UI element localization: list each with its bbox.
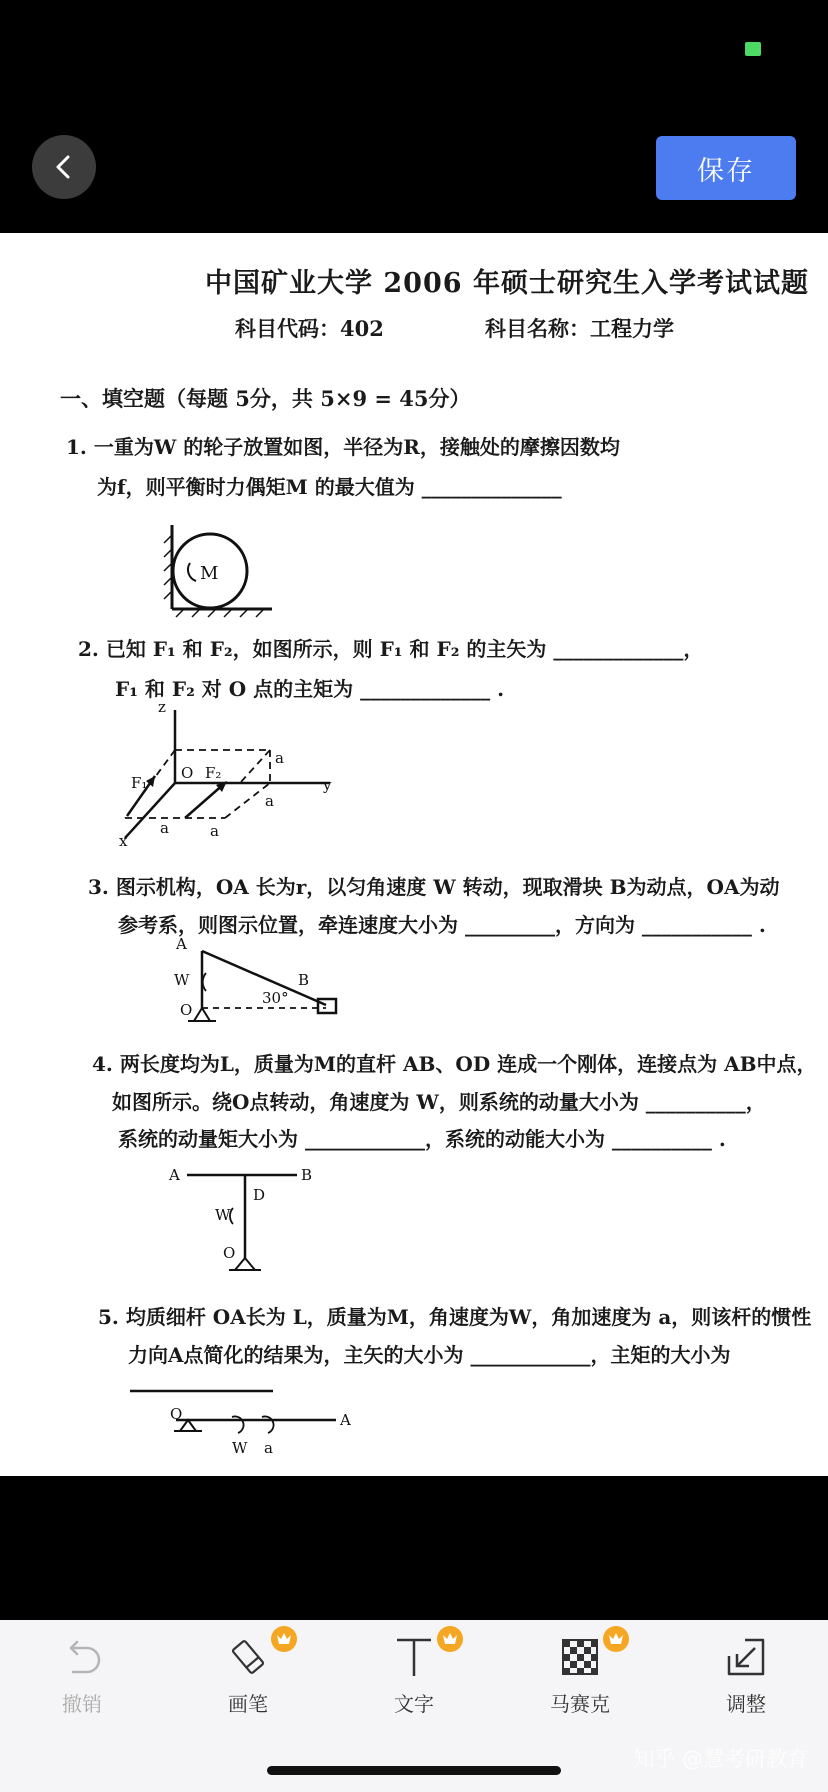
question-3-line-2: 参考系，则图示位置，牵连速度大小为 _________，方向为 ___________ . bbox=[118, 913, 766, 937]
figure-wheel bbox=[160, 523, 290, 623]
premium-crown-icon bbox=[603, 1626, 629, 1652]
mosaic-icon bbox=[557, 1634, 603, 1680]
question-4-line-3: 系统的动量矩大小为 ____________，系统的动能大小为 __________ . bbox=[118, 1127, 726, 1151]
fig3-label-o: O bbox=[180, 1001, 193, 1019]
fig4-label-b: B bbox=[301, 1166, 313, 1184]
fig4-label-o: O bbox=[223, 1244, 236, 1262]
figure-rod bbox=[128, 1383, 358, 1463]
watermark: 知乎 @慧考研教育 bbox=[633, 1747, 808, 1771]
undo-label: 撤销 bbox=[62, 1692, 102, 1716]
question-5-line-2: 力向A点简化的结果为，主矢的大小为 ____________，主矩的大小为 bbox=[128, 1343, 731, 1367]
fig4-label-w: W bbox=[215, 1206, 231, 1224]
question-1-line-2: 为f，则平衡时力偶矩M 的最大值为 ______________ bbox=[97, 475, 562, 499]
fig2-label-f2: F₂ bbox=[205, 764, 222, 782]
fig2-label-a3: a bbox=[160, 819, 169, 837]
fig2-label-a1: a bbox=[275, 749, 284, 767]
fig2-label-y: y bbox=[323, 776, 332, 794]
figure-t-body bbox=[165, 1158, 335, 1278]
fig3-label-b: B bbox=[298, 971, 310, 989]
figure-force-cube bbox=[115, 698, 345, 848]
pen-icon bbox=[225, 1634, 271, 1680]
fig3-label-w: W bbox=[174, 971, 190, 989]
home-indicator bbox=[267, 1766, 561, 1775]
fig4-label-a: A bbox=[169, 1166, 180, 1184]
figure-slider-crank bbox=[168, 933, 348, 1033]
question-2-line-2: F₁ 和 F₂ 对 O 点的主矩为 _____________ . bbox=[115, 677, 505, 701]
question-4-line-2: 如图所示。绕O点转动，角速度为 W，则系统的动量大小为 __________， bbox=[112, 1090, 766, 1114]
adjust-label: 调整 bbox=[726, 1692, 766, 1716]
fig2-label-z: z bbox=[158, 698, 166, 716]
question-5-line-1: 5. 均质细杆 OA长为 L，质量为M，角速度为W，角加速度为 a，则该杆的惯性 bbox=[98, 1305, 812, 1329]
fig2-label-x: x bbox=[119, 832, 128, 848]
battery-icon bbox=[745, 42, 761, 56]
fig2-label-f1: F₁ bbox=[131, 774, 148, 792]
question-4-line-1: 4. 两长度均为L，质量为M的直杆 AB、OD 连成一个刚体，连接点为 AB中点， bbox=[92, 1052, 817, 1076]
premium-crown-icon bbox=[437, 1626, 463, 1652]
fig5-label-alpha: a bbox=[264, 1439, 273, 1457]
pen-button[interactable] bbox=[193, 1634, 303, 1724]
question-2-line-1: 2. 已知 F₁ 和 F₂，如图所示，则 F₁ 和 F₂ 的主矢为 _____________， bbox=[78, 637, 704, 661]
question-3-line-1: 3. 图示机构，OA 长为r，以匀角速度 W 转动，现取滑块 B为动点，OA为动 bbox=[88, 875, 780, 899]
text-label: 文字 bbox=[394, 1692, 434, 1716]
fig2-label-a4: a bbox=[210, 822, 219, 840]
undo-icon bbox=[59, 1634, 105, 1680]
fig4-label-d: D bbox=[253, 1186, 266, 1204]
text-button[interactable] bbox=[359, 1634, 469, 1724]
subject-code: 科目代码：402 bbox=[235, 316, 384, 341]
fig5-label-o: O bbox=[170, 1405, 183, 1423]
fig2-label-o: O bbox=[181, 764, 194, 782]
mosaic-label: 马赛克 bbox=[550, 1692, 610, 1716]
exam-title: 中国矿业大学 2006 年硕士研究生入学考试试题 bbox=[205, 268, 809, 299]
mosaic-button[interactable] bbox=[525, 1634, 635, 1724]
fig1-label: M bbox=[200, 563, 219, 584]
fig3-label-a: A bbox=[176, 935, 187, 953]
pen-label: 画笔 bbox=[228, 1692, 268, 1716]
fig5-label-w: W bbox=[232, 1439, 248, 1457]
undo-button[interactable] bbox=[27, 1634, 137, 1724]
text-icon bbox=[391, 1634, 437, 1680]
save-button[interactable]: 保存 bbox=[656, 136, 796, 200]
question-1-line-1: 1. 一重为W 的轮子放置如图，半径为R，接触处的摩擦因数均 bbox=[66, 435, 620, 459]
fig3-label-angle: 30° bbox=[262, 989, 289, 1007]
subject-name: 科目名称：工程力学 bbox=[485, 316, 674, 341]
premium-crown-icon bbox=[271, 1626, 297, 1652]
back-button[interactable] bbox=[32, 135, 96, 199]
chevron-left-icon bbox=[50, 153, 78, 181]
fig2-label-a2: a bbox=[265, 792, 274, 810]
fig5-label-a: A bbox=[340, 1411, 351, 1429]
document-image bbox=[0, 233, 828, 1476]
adjust-icon bbox=[723, 1634, 769, 1680]
section-heading: 一、填空题（每题 5分，共 5×9 = 45分） bbox=[60, 386, 471, 411]
adjust-button[interactable] bbox=[691, 1634, 801, 1724]
